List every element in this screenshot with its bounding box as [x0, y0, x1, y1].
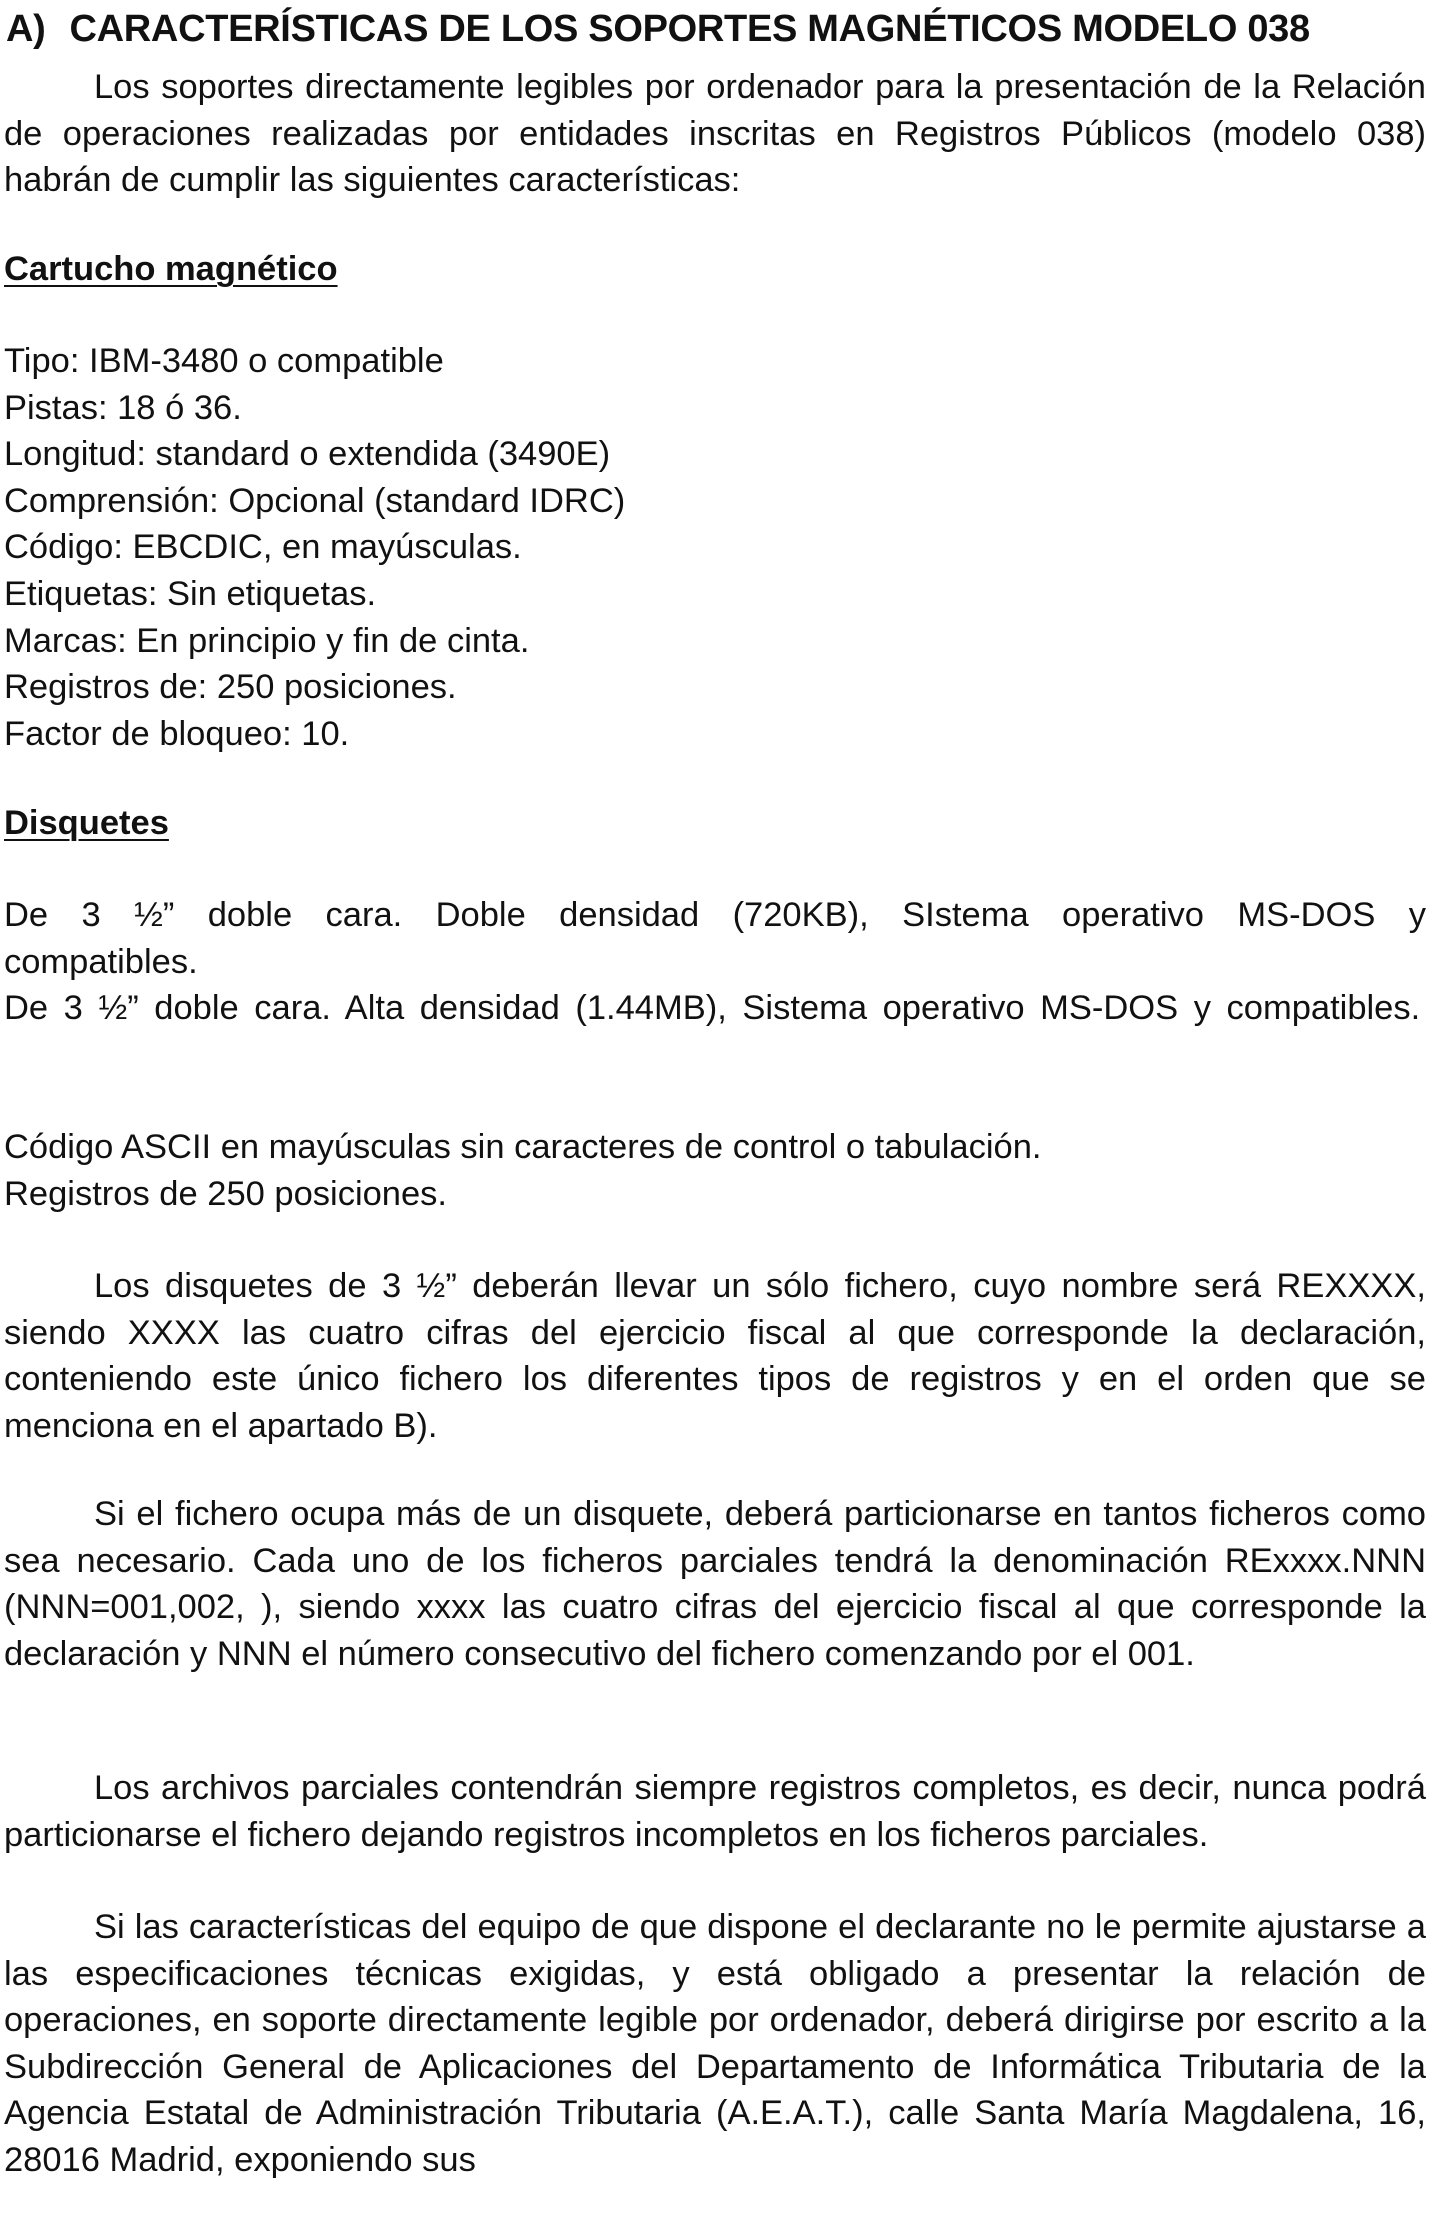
spec-length: Longitud: standard o extendida (3490E)	[4, 435, 611, 474]
diskette-format-lines	[4, 1124, 1041, 1217]
spec-blocking-factor: Factor de bloqueo: 10.	[4, 714, 350, 753]
paragraph-single-file: Los disquetes de 3 ½” deberán llevar un sólo fichero, cuyo nombre será REXXXX, siendo XXXX las cuatro cifras del ejercicio fiscal al que corresponde la declaración, conteniendo este único fichero los diferentes tipos de registros y en el orden que se menciona en el apartado B).	[4, 1267, 1426, 1445]
format-line-records: Registros de 250 posiciones.	[4, 1174, 448, 1213]
paragraph-complete-records: Los archivos parciales contendrán siempre registros completos, es decir, nunca podrá particionarse el fichero dejando registros incompletos en los ficheros parciales.	[4, 1769, 1426, 1854]
spec-labels: Etiquetas: Sin etiquetas.	[4, 574, 377, 613]
spec-tracks: Pistas: 18 ó 36.	[4, 388, 242, 427]
spec-code: Código: EBCDIC, en mayúsculas.	[4, 528, 522, 567]
paragraph-partitioning: Si el fichero ocupa más de un disquete, deberá particionarse en tantos ficheros como sea necesario. Cada uno de los ficheros parciales tendrá la denominación RExxxx.NNN (NNN=001,002, ), siendo xxxx las cuatro cifras del ejercicio fiscal al que corresponde la declaración y NNN el número consecutivo del fichero comenzando por el 001.	[4, 1495, 1426, 1673]
spec-marks: Marcas: En principio y fin de cinta.	[4, 621, 530, 660]
format-line-code: Código ASCII en mayúsculas sin caracteres de control o tabulación.	[4, 1128, 1042, 1166]
diskette-type-double-density: De 3 ½” doble cara. Doble densidad (720KB), SIstema operativo MS-DOS y compatibles.	[4, 896, 1426, 981]
spec-records: Registros de: 250 posiciones.	[4, 668, 457, 707]
intro-paragraph: Los soportes directamente legibles por ordenador para la presentación de la Relación de operaciones realizadas por entidades inscritas en Registros Públicos (modelo 038) habrán de cumplir las siguientes características:	[4, 68, 1426, 199]
diskettes-subheading: Disquetes	[4, 804, 169, 842]
paragraph-technical-exception: Si las características del equipo de que dispone el declarante no le permite ajustarse a las especificaciones técnicas exigidas, y está obligado a presentar la relación de operaciones, en soporte directamente legible por ordenador, deberá dirigirse por escrito a la Subdirección General de Aplicaciones del Departamento de Informática Tributaria de la Agencia Estatal de Administración Tributaria (A.E.A.T.), calle Santa María Magdalena, 16, 28016 Madrid, exponiendo sus	[4, 1908, 1426, 2179]
section-letter: A)	[6, 8, 46, 50]
section-heading	[6, 6, 1310, 52]
diskette-type-high-density: De 3 ½” doble cara. Alta densidad (1.44MB), Sistema operativo MS-DOS y compatibles.	[4, 989, 1421, 1027]
cartridge-subheading: Cartucho magnético	[4, 250, 338, 288]
spec-compression: Comprensión: Opcional (standard IDRC)	[4, 481, 626, 520]
cartridge-spec-list	[4, 338, 625, 757]
spec-type: Tipo: IBM-3480 o compatible	[4, 342, 444, 380]
section-title: CARACTERÍSTICAS DE LOS SOPORTES MAGNÉTICOS MODELO 038	[69, 8, 1310, 50]
